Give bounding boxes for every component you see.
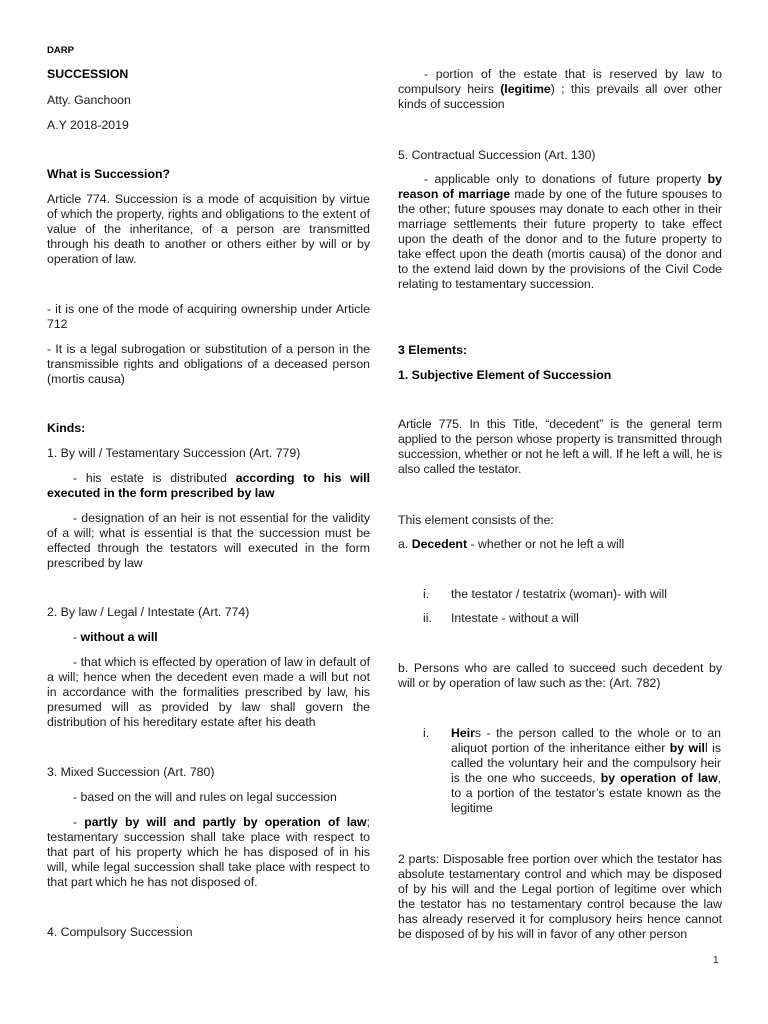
- document-title: SUCCESSION: [47, 67, 129, 81]
- kind-2-paragraph-2: - that which is effected by operation of law in default of a will; hence when the decedent even made a will but not in accordance with the formalities prescribed by law, his presumed will as provided by law shall govern the distribution of his hereditary estate after his death: [47, 655, 370, 729]
- page-number: 1: [713, 955, 719, 966]
- article-775-text: Article 775. In this Title, “decedent” is the general term applied to the person whose property is transmitted through succession, whether or not he left a will. If he left a will, he is also called the testator.: [398, 417, 722, 476]
- kinds-heading: Kinds:: [47, 421, 86, 435]
- kind-1-title: 1. By will / Testamentary Succession (Art. 779): [47, 446, 301, 460]
- intestate-subitem: ii. Intestate - without a will: [423, 611, 579, 625]
- kind-2-paragraph-1: - without a will: [73, 630, 158, 644]
- persons-called-item: b. Persons who are called to succeed such decedent by will or by operation of law such as the: (Art. 782): [398, 661, 722, 690]
- two-parts-paragraph: 2 parts: Disposable free portion over which the testator has absolute testamentary control and which may be disposed of by his will and the Legal portion of legitime over which the testator has no testamentary control because the law has already reserved it for complusory heirs hence cannot be disposed of by his will in favor of any other person: [398, 852, 722, 941]
- author: Atty. Ganchoon: [47, 93, 131, 107]
- kind-4-title: 4. Compulsory Succession: [47, 925, 193, 939]
- element-1-heading: 1. Subjective Element of Succession: [398, 368, 612, 382]
- testator-subitem: i. the testator / testatrix (woman)- with will: [423, 587, 667, 601]
- subrogation-note: - It is a legal subrogation or substitution of a person in the transmissible rights and obligations of a deceased person (mortis causa): [47, 342, 370, 386]
- kind-3-paragraph-2: - partly by will and partly by operation of law; testamentary succession shall take place with respect to that part of his property which he has disposed of in his will, while legal succession shall take place with respect to that part which he has not disposed of.: [47, 815, 370, 889]
- heirs-subitem: i. Heirs - the person called to the whole or to an aliquot portion of the inheritance either by will is called the voluntary heir and the compulsory heir is the one who succeeds, by operation of law, to a portion of the testator’s estate known as the legitime: [423, 726, 722, 815]
- kind-2-title: 2. By law / Legal / Intestate (Art. 774): [47, 605, 250, 619]
- kind-1-paragraph-2: - designation of an heir is not essential for the validity of a will; what is essential is that the succession must be effected through the testators will executed in the form prescribed by law: [47, 511, 370, 570]
- article-774-text: Article 774. Succession is a mode of acquisition by virtue of which the property, rights and obligations to the extent of value of the inheritance, of a person are transmitted through his death to another or others either by will or by operation of law.: [47, 192, 370, 266]
- mode-of-ownership-note: - it is one of the mode of acquiring ownership under Article 712: [47, 302, 370, 331]
- kind-4-paragraph: - portion of the estate that is reserved by law to compulsory heirs (legitime) ; this prevails all over other kinds of succession: [398, 67, 722, 111]
- elements-heading: 3 Elements:: [398, 343, 468, 357]
- subitem-numeral: i.: [423, 587, 430, 601]
- kind-3-title: 3. Mixed Succession (Art. 780): [47, 765, 215, 779]
- question-heading: What is Succession?: [47, 167, 170, 181]
- academic-year: A.Y 2018-2019: [47, 118, 129, 132]
- decedent-item: a. Decedent - whether or not he left a will: [398, 537, 625, 551]
- kind-1-paragraph-1: - his estate is distributed according to his will executed in the form prescribed by law: [47, 471, 370, 500]
- document-header: DARP: [47, 45, 74, 56]
- kind-5-title: 5. Contractual Succession (Art. 130): [398, 148, 596, 162]
- kind-3-paragraph-1: - based on the will and rules on legal succession: [73, 790, 337, 804]
- subitem-numeral: ii.: [423, 611, 432, 625]
- kind-5-paragraph: - applicable only to donations of future property by reason of marriage made by one of the future spouses to the other; future spouses may donate to each other in their marriage settlements their future property to take effect upon the death of the donor and to the future property to take effect upon the death (mortis causa) of the donor and to the extend laid down by the provisions of the Civil Code relating to testamentary succession.: [398, 172, 723, 291]
- consists-intro: This element consists of the:: [398, 513, 554, 527]
- subitem-numeral: i.: [423, 726, 430, 740]
